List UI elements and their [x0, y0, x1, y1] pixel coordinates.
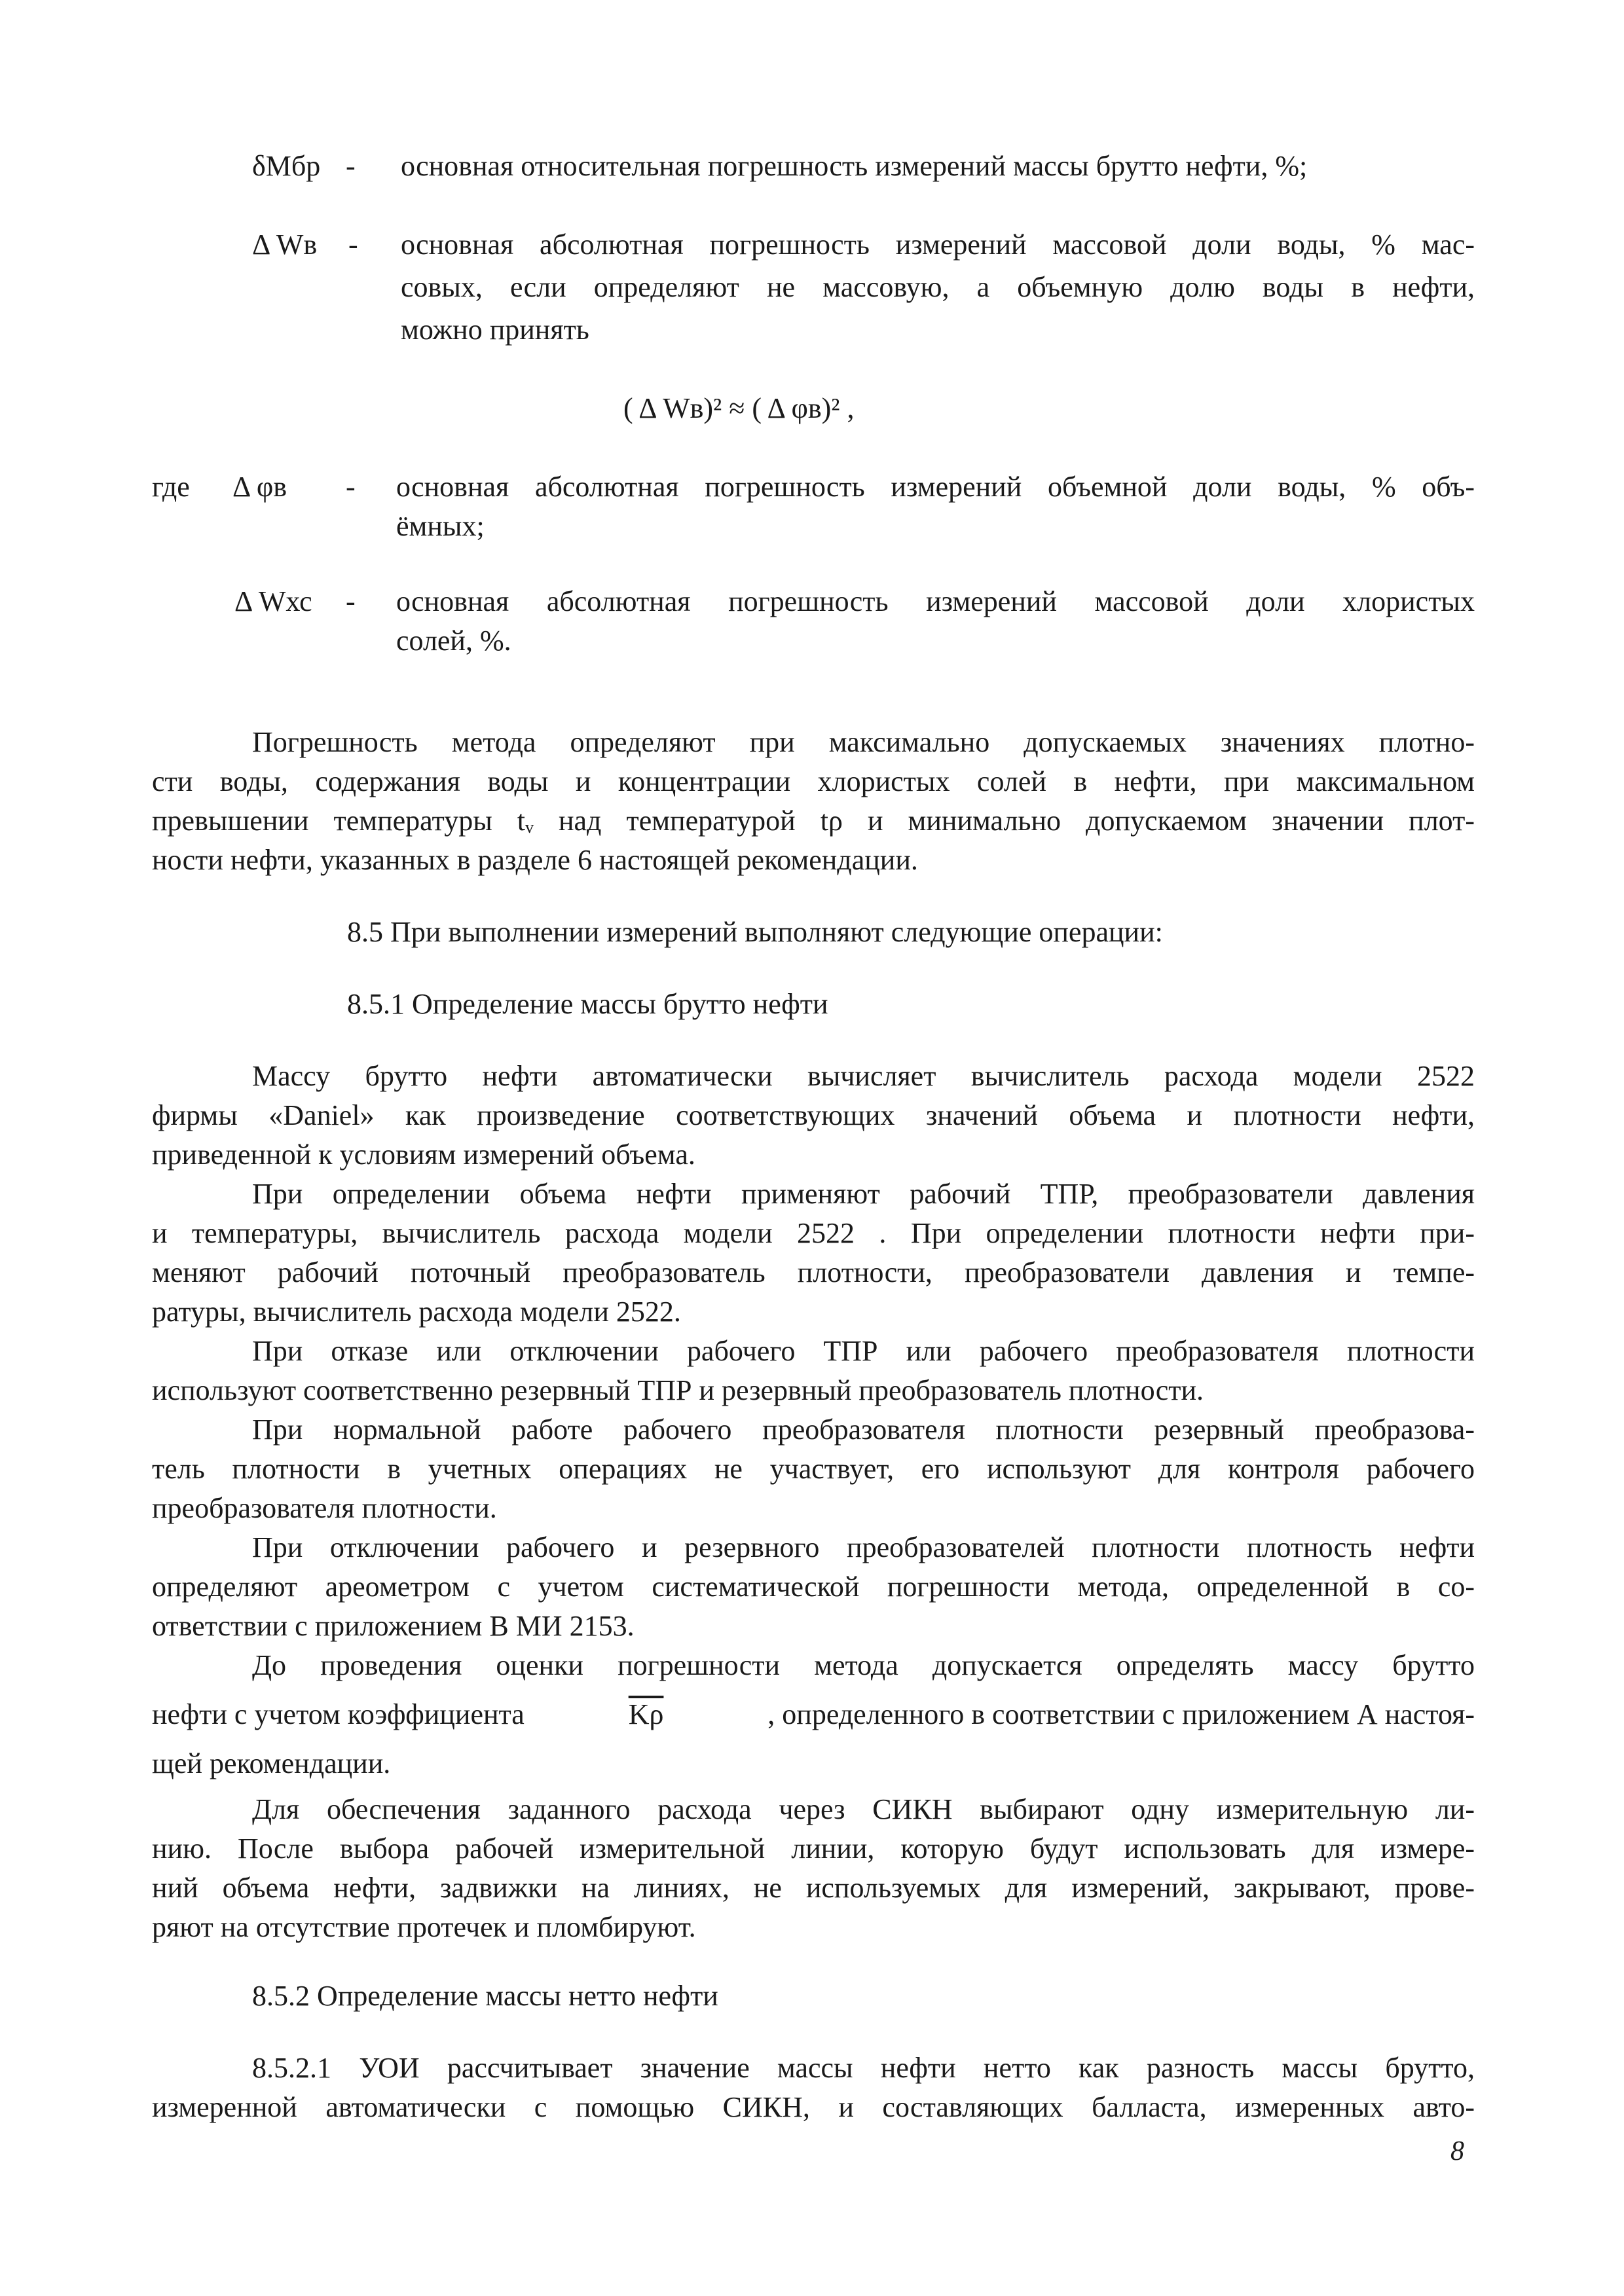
method-paragraph-line: сти воды, содержания воды и концентрации хлористых солей в нефти, при максимальном [152, 765, 1475, 797]
paragraph-line: При отказе или отключении рабочего ТПР или рабочего преобразователя плотности [252, 1335, 1475, 1367]
coefficient-k-rho: $\overline{K\rho}$ [628, 1698, 664, 1730]
dash: - [346, 585, 356, 617]
paragraph-line: определяют ареометром с учетом систематической погрешности метода, определенной в со- [152, 1571, 1475, 1603]
definition-dwv-line: совых, если определяют не массовую, а объемную долю воды в нефти, [401, 271, 1475, 303]
paragraph-line: До проведения оценки погрешности метода допускается определять массу брутто [252, 1649, 1475, 1681]
definition-dwv-line: можно принять [401, 314, 589, 346]
method-paragraph-line: Погрешность метода определяют при максимально допускаемых значениях плотно- [252, 726, 1475, 758]
symbol-dwv: Δ Wв [252, 228, 318, 261]
paragraph-line: При нормальной работе рабочего преобразователя плотности резервный преобразова- [252, 1413, 1475, 1446]
paragraph-line: тель плотности в учетных операциях не участвует, его используют для контроля рабочего [152, 1453, 1475, 1485]
definition-dmbr: основная относительная погрешность измерений массы брутто нефти, %; [401, 150, 1308, 182]
definition-dwxc-line: солей, %. [396, 625, 511, 657]
dash: - [348, 228, 358, 261]
paragraph-line: щей рекомендации. [152, 1747, 391, 1779]
paragraph-line: и температуры, вычислитель расхода модели 2522 . При определении плотности нефти при- [152, 1217, 1475, 1249]
section-heading-8-5: 8.5 При выполнении измерений выполняют следующие операции: [347, 916, 1163, 948]
formula: ( Δ Wв)² ≈ ( Δ φв)² , [623, 392, 855, 424]
paragraph-line: преобразователя плотности. [152, 1492, 497, 1524]
dash: - [346, 471, 356, 503]
paragraph-line: ряют на отсутствие протечек и пломбируют. [152, 1911, 696, 1943]
where-label: где [152, 471, 190, 503]
definition-dphi-line: основная абсолютная погрешность измерений объемной доли воды, % объ- [396, 471, 1475, 503]
page-number: 8 [1450, 2136, 1464, 2166]
paragraph-line: 8.5.2.1 УОИ рассчитывает значение массы нефти нетто как разность массы брутто, [252, 2052, 1475, 2084]
paragraph-line: используют соответственно резервный ТПР и резервный преобразователь плотности. [152, 1374, 1204, 1406]
symbol-dwxc: Δ Wхс [234, 585, 312, 617]
paragraph-line: При отключении рабочего и резервного преобразователей плотности плотность нефти [252, 1531, 1475, 1563]
method-paragraph-line: ности нефти, указанных в разделе 6 настоящей рекомендации. [152, 844, 918, 876]
paragraph-line: ответствии с приложением В МИ 2153. [152, 1610, 635, 1642]
paragraph-line: Массу брутто нефти автоматически вычисляет вычислитель расхода модели 2522 [252, 1060, 1475, 1092]
paragraph-text: нефти с учетом коэффициента [152, 1698, 525, 1730]
dash: - [346, 150, 356, 182]
paragraph-line: При определении объема нефти применяют рабочий ТПР, преобразователи давления [252, 1178, 1475, 1210]
definition-dphi-line: ёмных; [396, 510, 485, 542]
section-heading-8-5-2: 8.5.2 Определение массы нетто нефти [252, 1980, 718, 2012]
definition-dwxc-line: основная абсолютная погрешность измерений массовой доли хлористых [396, 585, 1475, 617]
paragraph-line: ратуры, вычислитель расхода модели 2522. [152, 1296, 681, 1328]
paragraph-line: меняют рабочий поточный преобразователь плотности, преобразователи давления и темпе- [152, 1256, 1475, 1288]
paragraph-line: нию. После выбора рабочей измерительной линии, которую будут использовать для измере- [152, 1832, 1475, 1865]
paragraph-line-with-coefficient [152, 1696, 1475, 1734]
paragraph-line: ний объема нефти, задвижки на линиях, не используемых для измерений, закрывают, прове- [152, 1872, 1475, 1904]
section-heading-8-5-1: 8.5.1 Определение массы брутто нефти [347, 988, 828, 1020]
symbol-dphi: Δ φв [232, 471, 287, 503]
definition-dwv-line: основная абсолютная погрешность измерений массовой доли воды, % мас- [401, 228, 1475, 261]
paragraph-line: приведенной к условиям измерений объема. [152, 1139, 695, 1171]
paragraph-line: измеренной автоматически с помощью СИКН, и составляющих балласта, измеренных авто- [152, 2091, 1475, 2123]
paragraph-text: , определенного в соответствии с приложением А настоя- [767, 1698, 1475, 1730]
symbol-dmbr: δМбр [252, 150, 321, 182]
method-paragraph-line: превышении температуры tᵥ над температурой tρ и минимально допускаемом значении плот- [152, 805, 1475, 837]
paragraph-line: Для обеспечения заданного расхода через СИКН выбирают одну измерительную ли- [252, 1793, 1475, 1825]
paragraph-line: фирмы «Daniel» как произведение соответствующих значений объема и плотности нефти, [152, 1099, 1475, 1131]
